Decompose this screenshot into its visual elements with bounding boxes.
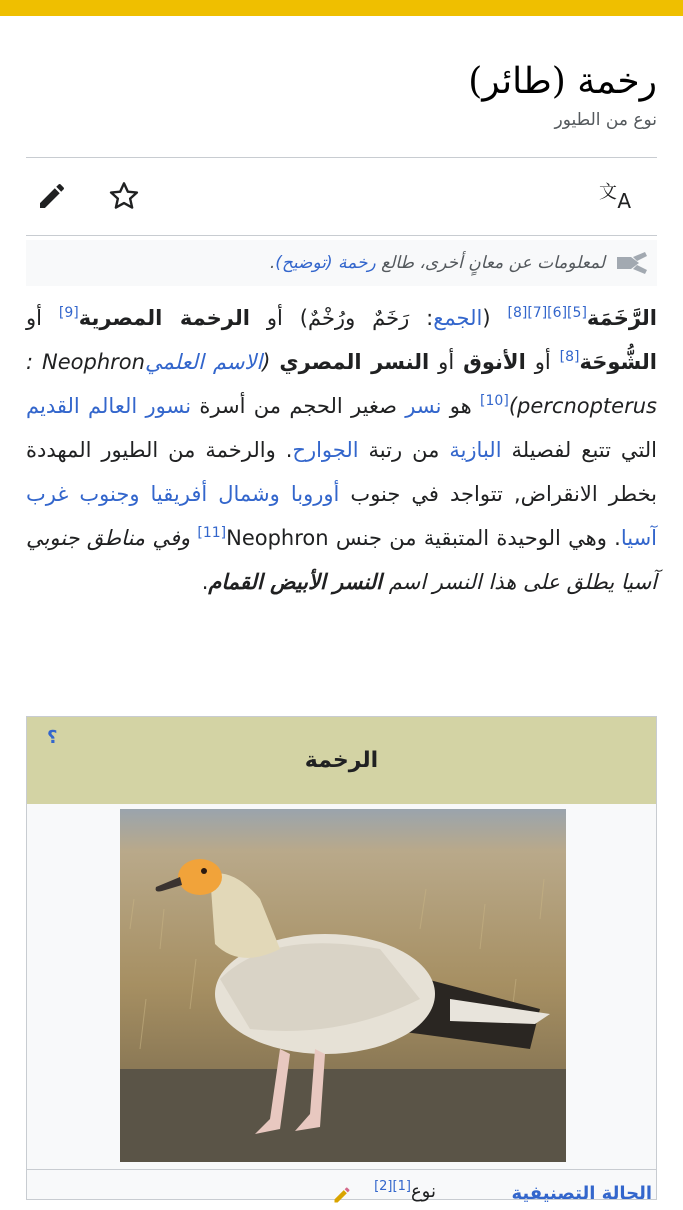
term-rakhama: الرَّخَمَة bbox=[586, 306, 658, 330]
article-intro: الرَّخَمَة[5][6][7][8] (الجمع: رَخَمٌ ورُخْمٌ) أو الرخمة المصرية[9] أو الشُّوحَة[8] أو الأنوق أو النسر المصري (الاسم العلمي: Neophron percnopterus)[10] هو نسر صغير الحجم من أسرة نسور العالم القديم التي تتبع لفصيلة البازية من رتبة الجوارح. والرخمة من الطيور المهددة بخطر الانقراض, تتواجد في جنوب أوروبا وشمال أفريقيا وجنوب غرب آسيا. وهي الوحيدة المتبقية من جنس Neophron[11] وفي مناطق جنوبي آسيا يطلق على هذا النسر اسم النسر الأبيض القمام. bbox=[26, 305, 658, 594]
or-text: أو bbox=[26, 306, 59, 330]
regions-link[interactable]: أوروبا وشمال أفريقيا وجنوب غرب آسيا bbox=[26, 482, 657, 550]
bird-photo[interactable] bbox=[120, 809, 566, 1162]
desc-2: التي تتبع لفصيلة bbox=[501, 438, 658, 462]
ref-8[interactable]: [8] bbox=[559, 349, 580, 365]
hatnote-suffix: . bbox=[269, 253, 276, 273]
desc-6: وفي مناطق جنوبي آسيا يطلق على هذا النسر اسم bbox=[26, 526, 657, 594]
hatnote-prefix: لمعلومات عن معانٍ أخرى، طالع bbox=[375, 253, 605, 273]
svg-text:文: 文 bbox=[599, 182, 617, 203]
pencil-icon[interactable] bbox=[332, 1185, 352, 1210]
old-world-vultures-link[interactable]: نسور العالم القديم bbox=[26, 394, 192, 418]
scientific-name: : Neophron percnopterus bbox=[26, 350, 657, 418]
translate-icon[interactable] bbox=[599, 176, 653, 216]
term-shouha: الشُّوحَة bbox=[579, 350, 658, 374]
ref-11[interactable]: [11] bbox=[197, 525, 227, 541]
page-title: رخمة (طائر) bbox=[468, 61, 657, 102]
infobox-separator bbox=[27, 1169, 656, 1170]
is-text: هو bbox=[441, 394, 481, 418]
infobox-status-row bbox=[27, 1177, 656, 1207]
plural-link[interactable]: الجمع bbox=[433, 306, 483, 330]
plural-text: : رَخَمٌ ورُخْمٌ) أو bbox=[249, 306, 434, 330]
or-text: أو bbox=[525, 350, 560, 374]
raptors-link[interactable]: الجوارح bbox=[292, 438, 359, 462]
infobox bbox=[26, 716, 657, 1204]
top-accent-bar bbox=[0, 0, 683, 16]
infobox-title: الرخمة bbox=[304, 748, 379, 773]
status-value-text: نوع bbox=[410, 1181, 436, 1202]
term-egyptian: الرخمة المصرية bbox=[78, 306, 250, 330]
status-value bbox=[374, 1179, 436, 1202]
desc-1: صغير الحجم من أسرة bbox=[191, 394, 406, 418]
disambiguation-icon bbox=[615, 248, 649, 278]
svg-text:A: A bbox=[617, 189, 631, 213]
genus-name: Neophron bbox=[226, 526, 329, 550]
star-icon[interactable] bbox=[104, 176, 144, 216]
refs-5-8[interactable]: [5][6][7][8] bbox=[507, 305, 587, 321]
desc-4: . والرخمة من الطيور المهددة بخطر الانقراض, تتواجد في جنوب bbox=[26, 438, 657, 506]
term-egyptian-vulture: النسر المصري bbox=[279, 350, 430, 374]
status-refs[interactable]: [1][2] bbox=[374, 1179, 411, 1194]
page-header bbox=[26, 56, 657, 130]
desc-5: . وهي الوحيدة المتبقية من جنس bbox=[328, 526, 621, 550]
pencil-icon[interactable] bbox=[32, 176, 72, 216]
term-white-scavenger: النسر الأبيض القمام bbox=[208, 570, 383, 594]
hatnote bbox=[26, 240, 657, 286]
page-actions bbox=[26, 170, 657, 226]
hatnote-link[interactable]: رخمة (توضيح) bbox=[275, 253, 376, 273]
or-text: أو bbox=[429, 350, 464, 374]
infobox-header bbox=[27, 717, 656, 804]
ref-9[interactable]: [9] bbox=[58, 305, 79, 321]
vulture-link[interactable]: نسر bbox=[405, 394, 442, 418]
actions-divider bbox=[26, 235, 657, 236]
ref-10[interactable]: [10] bbox=[480, 393, 509, 409]
accipitridae-link[interactable]: البازية bbox=[449, 438, 502, 462]
header-divider bbox=[26, 157, 657, 158]
term-anouq: الأنوق bbox=[463, 350, 526, 374]
end-dot: . bbox=[201, 570, 209, 594]
status-label[interactable]: الحالة التصنيفية bbox=[511, 1183, 652, 1204]
scientific-name-link[interactable]: الاسم العلمي bbox=[144, 350, 263, 374]
desc-3: من رتبة bbox=[358, 438, 450, 462]
help-icon[interactable]: ؟ bbox=[47, 727, 58, 748]
page-subtitle: نوع من الطيور bbox=[554, 110, 657, 130]
